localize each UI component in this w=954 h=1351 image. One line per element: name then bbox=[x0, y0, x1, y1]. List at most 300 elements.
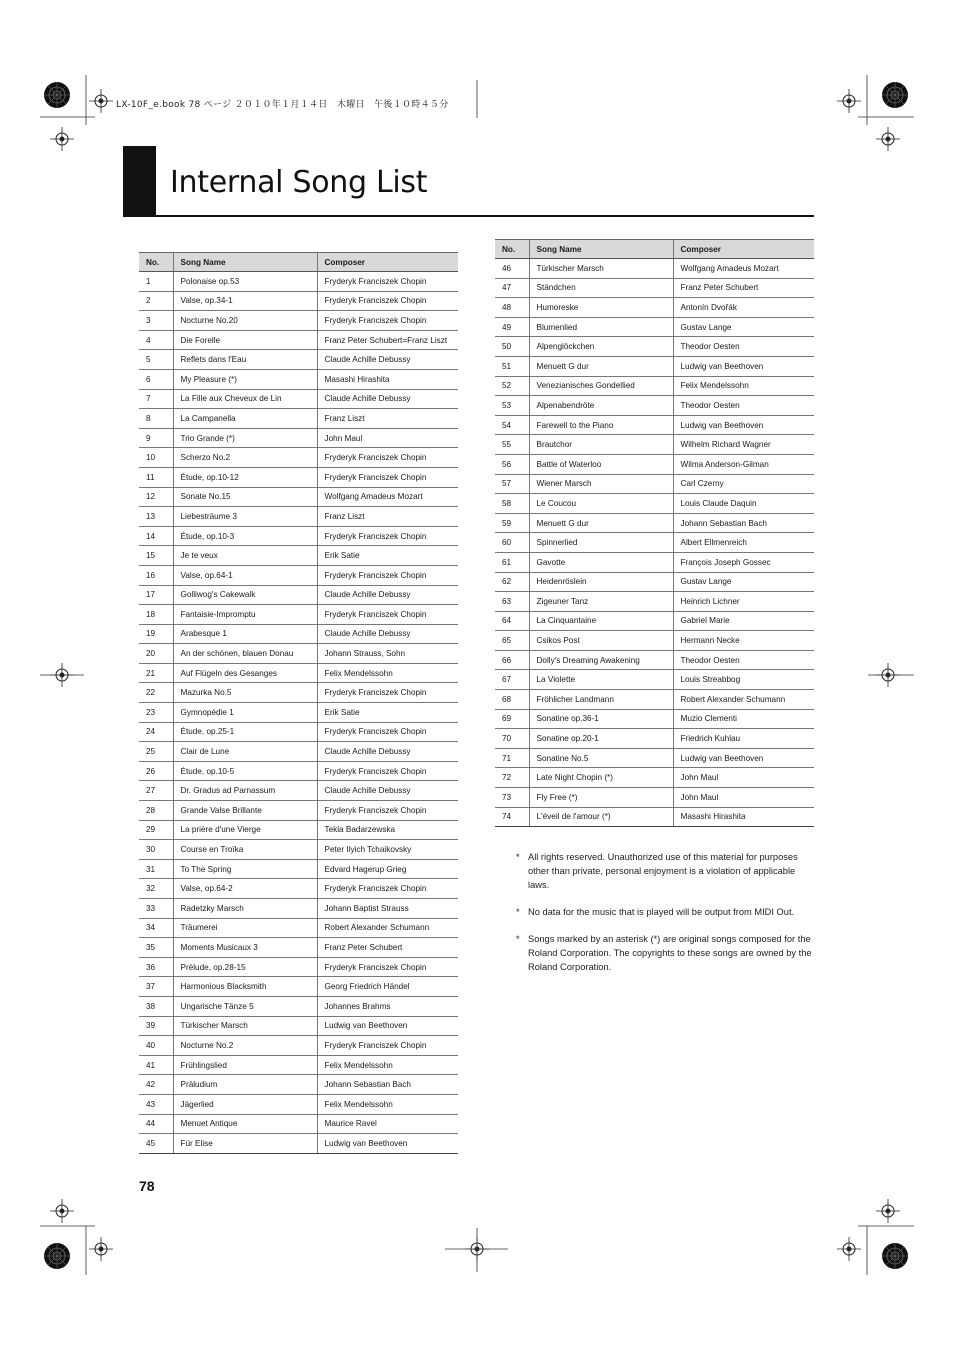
song-composer: Franz Peter Schubert=Franz Liszt bbox=[317, 330, 458, 350]
song-composer: Tekla Badarzewska bbox=[317, 820, 458, 840]
song-composer: Fryderyk Franciszek Chopin bbox=[317, 272, 458, 292]
page-title: Internal Song List bbox=[170, 165, 428, 200]
table-row bbox=[495, 259, 814, 279]
song-name: Polonaise op.53 bbox=[173, 272, 317, 292]
song-composer: Claude Achille Debussy bbox=[317, 624, 458, 644]
song-number: 46 bbox=[495, 259, 529, 279]
song-number: 52 bbox=[495, 376, 529, 396]
song-name: Nocturne No.2 bbox=[173, 1036, 317, 1056]
song-name: Menuet Antique bbox=[173, 1114, 317, 1134]
table-row bbox=[139, 624, 458, 644]
table-row bbox=[495, 474, 814, 494]
song-number: 23 bbox=[139, 703, 173, 723]
song-name: Türkischer Marsch bbox=[173, 1016, 317, 1036]
song-number: 13 bbox=[139, 507, 173, 527]
table-row bbox=[495, 572, 814, 592]
song-name: Humoreske bbox=[529, 298, 673, 318]
song-name: Alpenglöckchen bbox=[529, 337, 673, 357]
registration-target-icon bbox=[89, 89, 113, 113]
registration-target-icon bbox=[89, 1237, 113, 1261]
song-name: Valse, op.64-2 bbox=[173, 879, 317, 899]
song-composer: Gabriel Marie bbox=[673, 611, 814, 631]
song-number: 72 bbox=[495, 768, 529, 788]
header-song-name: Song Name bbox=[173, 253, 317, 272]
song-number: 64 bbox=[495, 611, 529, 631]
song-name: Menuett G dur bbox=[529, 513, 673, 533]
table-row bbox=[139, 644, 458, 664]
table-header-row bbox=[139, 253, 458, 272]
song-number: 45 bbox=[139, 1134, 173, 1154]
song-name: Trio Grande (*) bbox=[173, 428, 317, 448]
registration-target-icon bbox=[50, 1199, 74, 1223]
table-row bbox=[495, 729, 814, 749]
header-no: No. bbox=[139, 253, 173, 272]
registration-target-icon bbox=[50, 127, 74, 151]
song-composer: John Maul bbox=[673, 788, 814, 808]
song-number: 62 bbox=[495, 572, 529, 592]
table-row bbox=[495, 670, 814, 690]
song-number: 32 bbox=[139, 879, 173, 899]
song-number: 57 bbox=[495, 474, 529, 494]
table-row bbox=[139, 311, 458, 331]
song-number: 4 bbox=[139, 330, 173, 350]
song-name: Clair de Lune bbox=[173, 742, 317, 762]
song-composer: Johannes Brahms bbox=[317, 996, 458, 1016]
footnote-text: No data for the music that is played will be output from MIDI Out. bbox=[528, 907, 795, 917]
table-row bbox=[139, 957, 458, 977]
song-composer: Franz Liszt bbox=[317, 409, 458, 429]
song-name: Türkischer Marsch bbox=[529, 259, 673, 279]
song-composer: Wilma Anderson-Gilman bbox=[673, 454, 814, 474]
song-number: 8 bbox=[139, 409, 173, 429]
song-name: Spinnerlied bbox=[529, 533, 673, 553]
song-name: Mazurka No.5 bbox=[173, 683, 317, 703]
footnote bbox=[516, 850, 816, 892]
table-row bbox=[139, 272, 458, 292]
song-number: 30 bbox=[139, 840, 173, 860]
song-composer: Fryderyk Franciszek Chopin bbox=[317, 605, 458, 625]
table-row bbox=[139, 330, 458, 350]
registration-star-icon bbox=[882, 82, 908, 108]
page-number: 78 bbox=[139, 1178, 155, 1194]
song-number: 40 bbox=[139, 1036, 173, 1056]
song-number: 74 bbox=[495, 807, 529, 827]
song-number: 56 bbox=[495, 454, 529, 474]
table-row bbox=[139, 996, 458, 1016]
song-number: 43 bbox=[139, 1094, 173, 1114]
print-header-line: LX-10F_e.book 78 ページ ２０１０年１月１４日 木曜日 午後１０時４５分 bbox=[116, 100, 449, 110]
song-composer: Gustav Lange bbox=[673, 317, 814, 337]
table-row bbox=[139, 1016, 458, 1036]
table-row bbox=[139, 722, 458, 742]
song-number: 63 bbox=[495, 592, 529, 612]
song-name: My Pleasure (*) bbox=[173, 369, 317, 389]
song-name: Menuett G dur bbox=[529, 356, 673, 376]
song-composer: Georg Friedrich Händel bbox=[317, 977, 458, 997]
song-number: 9 bbox=[139, 428, 173, 448]
song-composer: Wolfgang Amadeus Mozart bbox=[673, 259, 814, 279]
table-row bbox=[495, 533, 814, 553]
footnote-text: All rights reserved. Unauthorized use of this material for purposes other than private, personal enjoyment is a violation of applicable laws. bbox=[528, 852, 798, 890]
song-number: 65 bbox=[495, 631, 529, 651]
table-row bbox=[139, 1055, 458, 1075]
song-number: 58 bbox=[495, 494, 529, 514]
song-name: Heidenröslein bbox=[529, 572, 673, 592]
song-composer: Fryderyk Franciszek Chopin bbox=[317, 957, 458, 977]
table-row bbox=[495, 454, 814, 474]
table-row bbox=[139, 1094, 458, 1114]
song-composer: Fryderyk Franciszek Chopin bbox=[317, 879, 458, 899]
table-row bbox=[495, 278, 814, 298]
table-row bbox=[139, 1075, 458, 1095]
song-composer: Albert Ellmenreich bbox=[673, 533, 814, 553]
song-number: 33 bbox=[139, 899, 173, 919]
song-number: 14 bbox=[139, 526, 173, 546]
table-row bbox=[139, 585, 458, 605]
song-composer: Edvard Hagerup Grieg bbox=[317, 859, 458, 879]
song-composer: Heinrich Lichner bbox=[673, 592, 814, 612]
song-composer: Felix Mendelssohn bbox=[317, 1055, 458, 1075]
song-number: 1 bbox=[139, 272, 173, 292]
song-composer: Claude Achille Debussy bbox=[317, 781, 458, 801]
song-composer: Fryderyk Franciszek Chopin bbox=[317, 722, 458, 742]
song-composer: François Joseph Gossec bbox=[673, 552, 814, 572]
song-name: Moments Musicaux 3 bbox=[173, 938, 317, 958]
song-number: 7 bbox=[139, 389, 173, 409]
table-row bbox=[139, 703, 458, 723]
song-number: 49 bbox=[495, 317, 529, 337]
table-row bbox=[139, 428, 458, 448]
song-name: Fröhlicher Landmann bbox=[529, 690, 673, 710]
song-number: 31 bbox=[139, 859, 173, 879]
table-row bbox=[139, 1114, 458, 1134]
song-number: 11 bbox=[139, 467, 173, 487]
song-number: 38 bbox=[139, 996, 173, 1016]
song-name: Venezianisches Gondellied bbox=[529, 376, 673, 396]
title-bar-block bbox=[123, 146, 156, 216]
song-composer: Peter Ilyich Tchaikovsky bbox=[317, 840, 458, 860]
song-composer: Johann Sebastian Bach bbox=[317, 1075, 458, 1095]
song-name: Für Elise bbox=[173, 1134, 317, 1154]
song-composer: Franz Peter Schubert bbox=[673, 278, 814, 298]
song-number: 55 bbox=[495, 435, 529, 455]
song-number: 29 bbox=[139, 820, 173, 840]
footnotes bbox=[516, 850, 816, 987]
table-row bbox=[139, 369, 458, 389]
table-row bbox=[139, 663, 458, 683]
song-name: La Fille aux Cheveux de Lin bbox=[173, 389, 317, 409]
song-composer: Gustav Lange bbox=[673, 572, 814, 592]
song-name: Golliwog's Cakewalk bbox=[173, 585, 317, 605]
song-composer: John Maul bbox=[317, 428, 458, 448]
song-number: 59 bbox=[495, 513, 529, 533]
table-row bbox=[495, 788, 814, 808]
registration-star-icon bbox=[882, 1243, 908, 1269]
table-row bbox=[139, 565, 458, 585]
song-name: Dr. Gradus ad Parnassum bbox=[173, 781, 317, 801]
song-composer: Robert Alexander Schumann bbox=[317, 918, 458, 938]
song-number: 37 bbox=[139, 977, 173, 997]
song-composer: Masashi Hirashita bbox=[317, 369, 458, 389]
song-number: 61 bbox=[495, 552, 529, 572]
song-name: Wiener Marsch bbox=[529, 474, 673, 494]
table-row bbox=[495, 650, 814, 670]
song-composer: Maurice Ravel bbox=[317, 1114, 458, 1134]
registration-star-icon bbox=[44, 1243, 70, 1269]
header-no: No. bbox=[495, 240, 529, 259]
table-row bbox=[139, 899, 458, 919]
song-number: 12 bbox=[139, 487, 173, 507]
song-number: 70 bbox=[495, 729, 529, 749]
table-row bbox=[495, 376, 814, 396]
song-name: Gavotte bbox=[529, 552, 673, 572]
table-row bbox=[139, 840, 458, 860]
song-name: Valse, op.34-1 bbox=[173, 291, 317, 311]
song-composer: Johann Sebastian Bach bbox=[673, 513, 814, 533]
song-number: 73 bbox=[495, 788, 529, 808]
song-name: Auf Flügeln des Gesanges bbox=[173, 663, 317, 683]
song-name: Nocturne No.20 bbox=[173, 311, 317, 331]
song-number: 20 bbox=[139, 644, 173, 664]
song-composer: Louis Claude Daquin bbox=[673, 494, 814, 514]
table-row bbox=[495, 807, 814, 827]
song-number: 21 bbox=[139, 663, 173, 683]
song-name: Ungarische Tänze 5 bbox=[173, 996, 317, 1016]
footnote bbox=[516, 932, 816, 974]
registration-target-icon bbox=[876, 127, 900, 151]
song-name: Battle of Waterloo bbox=[529, 454, 673, 474]
song-name: Träumerei bbox=[173, 918, 317, 938]
table-row bbox=[495, 494, 814, 514]
song-number: 15 bbox=[139, 546, 173, 566]
song-name: To The Spring bbox=[173, 859, 317, 879]
song-name: Étude, op.25-1 bbox=[173, 722, 317, 742]
song-composer: Claude Achille Debussy bbox=[317, 350, 458, 370]
song-composer: Hermann Necke bbox=[673, 631, 814, 651]
song-name: Brautchor bbox=[529, 435, 673, 455]
song-composer: Friedrich Kuhlau bbox=[673, 729, 814, 749]
song-composer: Fryderyk Franciszek Chopin bbox=[317, 526, 458, 546]
song-name: Scherzo No.2 bbox=[173, 448, 317, 468]
footnote-text: Songs marked by an asterisk (*) are original songs composed for the Roland Corporation. The copyrights to these songs are owned by the Roland Corporation. bbox=[528, 934, 812, 972]
song-name: Die Forelle bbox=[173, 330, 317, 350]
song-composer: Ludwig van Beethoven bbox=[317, 1134, 458, 1154]
song-composer: Fryderyk Franciszek Chopin bbox=[317, 801, 458, 821]
song-number: 48 bbox=[495, 298, 529, 318]
song-composer: Fryderyk Franciszek Chopin bbox=[317, 683, 458, 703]
table-row bbox=[495, 768, 814, 788]
song-name: Sonatine op.36-1 bbox=[529, 709, 673, 729]
table-row bbox=[139, 1134, 458, 1154]
table-row bbox=[139, 291, 458, 311]
registration-target-icon bbox=[876, 1199, 900, 1223]
song-name: Blumenlied bbox=[529, 317, 673, 337]
table-header-row bbox=[495, 240, 814, 259]
song-number: 53 bbox=[495, 396, 529, 416]
song-number: 19 bbox=[139, 624, 173, 644]
song-composer: Johann Strauss, Sohn bbox=[317, 644, 458, 664]
song-composer: Fryderyk Franciszek Chopin bbox=[317, 311, 458, 331]
song-number: 68 bbox=[495, 690, 529, 710]
song-composer: Wolfgang Amadeus Mozart bbox=[317, 487, 458, 507]
song-composer: Theodor Oesten bbox=[673, 650, 814, 670]
song-name: Farewell to the Piano bbox=[529, 415, 673, 435]
song-name: Alpenabendröte bbox=[529, 396, 673, 416]
song-composer: Fryderyk Franciszek Chopin bbox=[317, 467, 458, 487]
table-row bbox=[495, 435, 814, 455]
song-composer: Fryderyk Franciszek Chopin bbox=[317, 291, 458, 311]
table-row bbox=[139, 1036, 458, 1056]
registration-target-icon bbox=[837, 1237, 861, 1261]
song-composer: Robert Alexander Schumann bbox=[673, 690, 814, 710]
table-row bbox=[139, 879, 458, 899]
song-number: 69 bbox=[495, 709, 529, 729]
song-composer: Theodor Oesten bbox=[673, 337, 814, 357]
song-name: Liebesträume 3 bbox=[173, 507, 317, 527]
song-number: 28 bbox=[139, 801, 173, 821]
song-number: 34 bbox=[139, 918, 173, 938]
table-row bbox=[495, 513, 814, 533]
song-composer: Felix Mendelssohn bbox=[317, 1094, 458, 1114]
song-table-left bbox=[139, 252, 458, 1154]
song-number: 10 bbox=[139, 448, 173, 468]
song-composer: Fryderyk Franciszek Chopin bbox=[317, 1036, 458, 1056]
table-row bbox=[139, 448, 458, 468]
song-name: Jägerlied bbox=[173, 1094, 317, 1114]
table-row bbox=[139, 761, 458, 781]
song-composer: John Maul bbox=[673, 768, 814, 788]
song-number: 36 bbox=[139, 957, 173, 977]
table-row bbox=[139, 801, 458, 821]
song-name: La Cinquantaine bbox=[529, 611, 673, 631]
footnote-asterisk: * bbox=[516, 852, 520, 862]
song-number: 6 bbox=[139, 369, 173, 389]
song-composer: Ludwig van Beethoven bbox=[673, 356, 814, 376]
song-composer: Claude Achille Debussy bbox=[317, 585, 458, 605]
song-name: Zigeuner Tanz bbox=[529, 592, 673, 612]
song-name: Fantaisie-Impromptu bbox=[173, 605, 317, 625]
table-row bbox=[139, 487, 458, 507]
song-number: 26 bbox=[139, 761, 173, 781]
song-number: 66 bbox=[495, 650, 529, 670]
table-row bbox=[139, 977, 458, 997]
table-row bbox=[495, 631, 814, 651]
song-name: Étude, op.10-12 bbox=[173, 467, 317, 487]
table-row bbox=[495, 552, 814, 572]
song-composer: Masashi Hirashita bbox=[673, 807, 814, 827]
song-number: 22 bbox=[139, 683, 173, 703]
song-name: Sonatine No.5 bbox=[529, 748, 673, 768]
song-composer: Erik Satie bbox=[317, 703, 458, 723]
song-number: 54 bbox=[495, 415, 529, 435]
table-row bbox=[139, 526, 458, 546]
song-composer: Theodor Oesten bbox=[673, 396, 814, 416]
song-name: Fly Free (*) bbox=[529, 788, 673, 808]
song-composer: Antonín Dvořák bbox=[673, 298, 814, 318]
table-row bbox=[139, 350, 458, 370]
song-name: L'éveil de l'amour (*) bbox=[529, 807, 673, 827]
table-row bbox=[139, 507, 458, 527]
song-composer: Wilhelm Richard Wagner bbox=[673, 435, 814, 455]
song-composer: Felix Mendelssohn bbox=[673, 376, 814, 396]
song-name: Course en Troïka bbox=[173, 840, 317, 860]
song-number: 35 bbox=[139, 938, 173, 958]
song-name: Grande Valse Brillante bbox=[173, 801, 317, 821]
table-row bbox=[495, 415, 814, 435]
title-rule bbox=[123, 215, 814, 217]
song-number: 42 bbox=[139, 1075, 173, 1095]
song-number: 67 bbox=[495, 670, 529, 690]
song-composer: Erik Satie bbox=[317, 546, 458, 566]
song-name: Gymnopédie 1 bbox=[173, 703, 317, 723]
song-composer: Fryderyk Franciszek Chopin bbox=[317, 565, 458, 585]
song-number: 44 bbox=[139, 1114, 173, 1134]
table-row bbox=[139, 938, 458, 958]
song-name: Late Night Chopin (*) bbox=[529, 768, 673, 788]
footnote-asterisk: * bbox=[516, 934, 520, 944]
table-row bbox=[139, 409, 458, 429]
song-number: 25 bbox=[139, 742, 173, 762]
song-composer: Felix Mendelssohn bbox=[317, 663, 458, 683]
table-row bbox=[495, 592, 814, 612]
table-row bbox=[139, 683, 458, 703]
song-number: 47 bbox=[495, 278, 529, 298]
song-composer: Carl Czerny bbox=[673, 474, 814, 494]
header-composer: Composer bbox=[317, 253, 458, 272]
song-name: Ständchen bbox=[529, 278, 673, 298]
table-row bbox=[139, 859, 458, 879]
song-name: La prière d'une Vierge bbox=[173, 820, 317, 840]
song-name: Arabesque 1 bbox=[173, 624, 317, 644]
song-number: 24 bbox=[139, 722, 173, 742]
song-name: Dolly's Dreaming Awakening bbox=[529, 650, 673, 670]
table-row bbox=[139, 546, 458, 566]
song-name: La Campanella bbox=[173, 409, 317, 429]
song-name: Präludium bbox=[173, 1075, 317, 1095]
footnote-asterisk: * bbox=[516, 907, 520, 917]
table-row bbox=[139, 781, 458, 801]
header-song-name: Song Name bbox=[529, 240, 673, 259]
table-row bbox=[139, 389, 458, 409]
song-number: 39 bbox=[139, 1016, 173, 1036]
song-table-right bbox=[495, 239, 814, 827]
table-row bbox=[495, 356, 814, 376]
table-row bbox=[139, 820, 458, 840]
song-number: 3 bbox=[139, 311, 173, 331]
song-number: 27 bbox=[139, 781, 173, 801]
song-composer: Ludwig van Beethoven bbox=[673, 748, 814, 768]
song-composer: Louis Streabbog bbox=[673, 670, 814, 690]
song-name: Frühlingslied bbox=[173, 1055, 317, 1075]
song-number: 60 bbox=[495, 533, 529, 553]
song-name: Étude, op.10-3 bbox=[173, 526, 317, 546]
song-composer: Ludwig van Beethoven bbox=[317, 1016, 458, 1036]
song-name: Sonate No.15 bbox=[173, 487, 317, 507]
table-row bbox=[139, 742, 458, 762]
song-composer: Fryderyk Franciszek Chopin bbox=[317, 761, 458, 781]
song-name: Radetzky Marsch bbox=[173, 899, 317, 919]
table-row bbox=[495, 396, 814, 416]
song-number: 16 bbox=[139, 565, 173, 585]
song-name: La Violette bbox=[529, 670, 673, 690]
song-name: Le Coucou bbox=[529, 494, 673, 514]
table-row bbox=[495, 748, 814, 768]
song-name: Prèlude, op.28-15 bbox=[173, 957, 317, 977]
table-row bbox=[139, 605, 458, 625]
song-name: Csikos Post bbox=[529, 631, 673, 651]
song-composer: Claude Achille Debussy bbox=[317, 742, 458, 762]
table-row bbox=[495, 611, 814, 631]
